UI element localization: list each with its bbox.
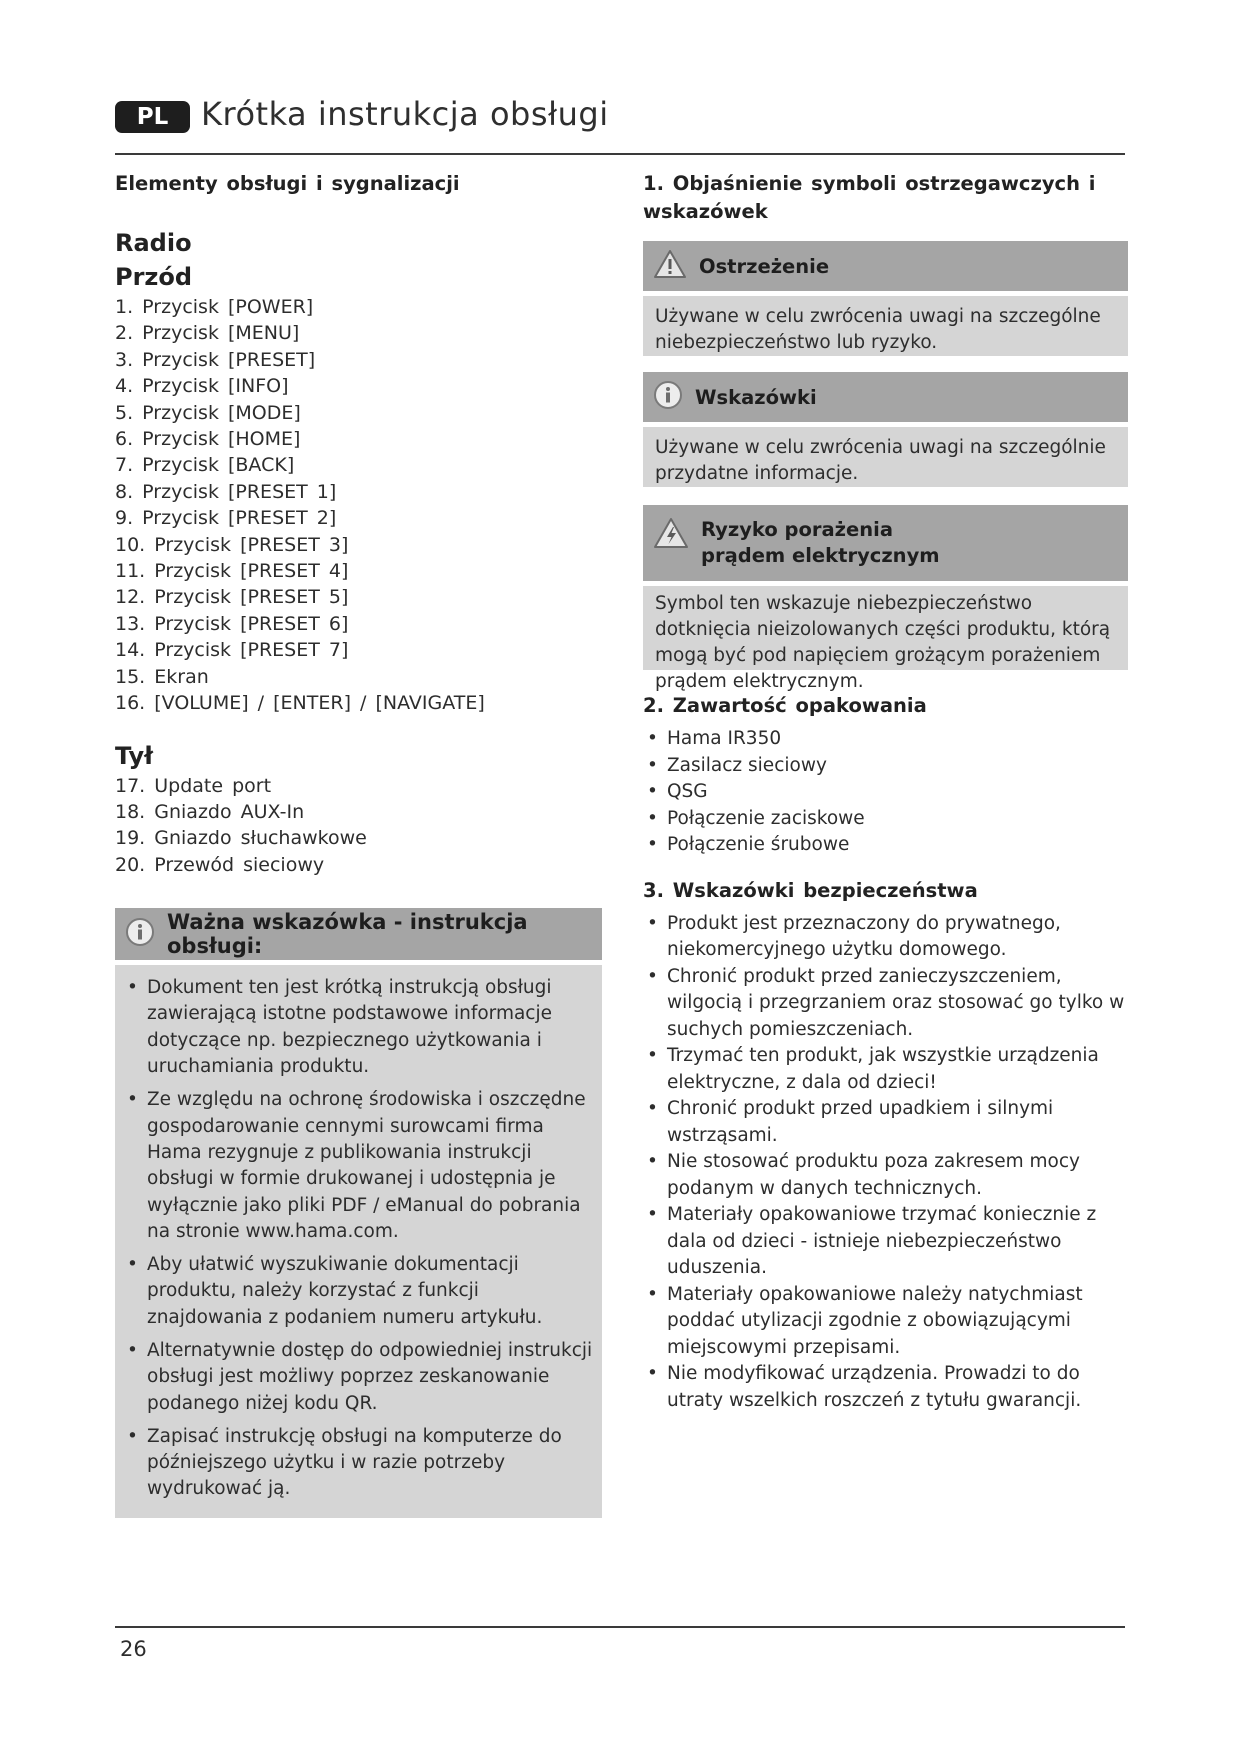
electric-shock-header [643, 505, 1128, 581]
list-item: 15. Ekran [115, 665, 209, 688]
list-item: 7. Przycisk [BACK] [115, 454, 295, 477]
important-note-title: Ważna wskazówka - instrukcja obsługi: [167, 910, 528, 959]
note-list [123, 975, 594, 1503]
list-item: 14. Przycisk [PRESET 7] [115, 639, 349, 662]
list-item: 6. Przycisk [HOME] [115, 428, 301, 451]
list-item: • Połączenie zaciskowe [643, 806, 1128, 833]
list-item: 12. Przycisk [PRESET 5] [115, 586, 349, 609]
warning-header [643, 241, 1128, 291]
list-item: 2. Przycisk [MENU] [115, 322, 300, 345]
info-icon [125, 917, 155, 952]
list-item: • Trzymać ten produkt, jak wszystkie urządzenia elektryczne, z dala od dzieci! [643, 1043, 1128, 1096]
list-item: 20. Przewód sieciowy [115, 853, 325, 876]
safety-heading: 3. Wskazówki bezpieczeństwa [643, 878, 978, 902]
info-icon [653, 380, 683, 415]
list-item: 18. Gniazdo AUX-In [115, 800, 305, 823]
left-column [115, 170, 615, 1518]
list-item: 9. Przycisk [PRESET 2] [115, 507, 337, 530]
list-item: 19. Gniazdo słuchawkowe [115, 827, 367, 850]
list-item: • Dokument ten jest krótką instrukcją obsługi zawierającą istotne podstawowe informacje dotyczące np. bezpiecznego użytkowania i uruchamiania produktu. [123, 975, 594, 1080]
list-item: • Produkt jest przeznaczony do prywatnego, niekomercyjnego użytku domowego. [643, 911, 1128, 964]
package-list [643, 726, 1128, 859]
right-column [643, 170, 1128, 1414]
list-item: • Zasilacz sieciowy [643, 753, 1128, 780]
list-item: 17. Update port [115, 774, 272, 797]
hints-title: Wskazówki [695, 385, 817, 409]
electric-shock-body: Symbol ten wskazuje niebezpieczeństwo dotknięcia nieizolowanych części produktu, którą mogą być pod napięciem grożącym porażeniem prądem elektrycznym. [643, 586, 1128, 670]
list-item: • Hama IR350 [643, 726, 1128, 753]
list-item: • Chronić produkt przed upadkiem i silnymi wstrząsami. [643, 1096, 1128, 1149]
electric-shock-title: Ryzyko porażenia prądem elektrycznym [701, 518, 940, 567]
hints-header [643, 372, 1128, 422]
important-note-header [115, 908, 602, 960]
list-item: • Chronić produkt przed zanieczyszczeniem, wilgocią i przegrzaniem oraz stosować go tylko w suchych pomieszczeniach. [643, 964, 1128, 1044]
front-heading: Przód [115, 263, 193, 291]
language-badge: PL [115, 101, 190, 133]
warning-triangle-icon [653, 249, 687, 284]
safety-list [643, 911, 1128, 1415]
list-item: 1. Przycisk [POWER] [115, 296, 314, 318]
list-item: • Nie modyfikować urządzenia. Prowadzi to do utraty wszelkich roszczeń z tytułu gwarancji. [643, 1361, 1128, 1414]
list-item: 16. [VOLUME] / [ENTER] / [NAVIGATE] [115, 692, 485, 715]
list-item: • Zapisać instrukcję obsługi na komputerze do późniejszego użytku i w razie potrzeby wydrukować ją. [123, 1424, 594, 1503]
warning-title: Ostrzeżenie [699, 254, 830, 278]
hints-body: Używane w celu zwrócenia uwagi na szczególnie przydatne informacje. [643, 427, 1128, 487]
list-item: • Aby ułatwić wyszukiwanie dokumentacji produktu, należy korzystać z funkcji znajdowania z podaniem numeru artykułu. [123, 1252, 594, 1331]
list-item: 4. Przycisk [INFO] [115, 375, 289, 398]
list-item: 8. Przycisk [PRESET 1] [115, 480, 337, 503]
back-heading: Tył [115, 741, 154, 770]
page-header [115, 95, 1125, 158]
back-controls-list [115, 773, 615, 879]
footer-divider [115, 1626, 1125, 1628]
warning-body: Używane w celu zwrócenia uwagi na szczególne niebezpieczeństwo lub ryzyko. [643, 296, 1128, 356]
list-item: • Materiały opakowaniowe trzymać koniecznie z dala od dzieci - istnieje niebezpieczeństwo uduszenia. [643, 1202, 1128, 1282]
list-item: 3. Przycisk [PRESET] [115, 348, 316, 371]
controls-heading: Elementy obsługi i sygnalizacji [115, 172, 460, 195]
front-controls-list [115, 294, 615, 717]
radio-heading: Radio [115, 229, 192, 257]
header-divider [115, 153, 1125, 155]
document-title: Krótka instrukcja obsługi [201, 95, 609, 133]
list-item: • QSG [643, 779, 1128, 806]
important-note-body [115, 965, 602, 1518]
list-item: • Alternatywnie dostęp do odpowiedniej instrukcji obsługi jest możliwy poprzez zeskanowanie podanego niżej kodu QR. [123, 1338, 594, 1417]
list-item: 11. Przycisk [PRESET 4] [115, 560, 349, 583]
list-item: 10. Przycisk [PRESET 3] [115, 533, 349, 556]
list-item: • Materiały opakowaniowe należy natychmiast poddać utylizacji zgodnie z obowiązującymi miejscowymi przepisami. [643, 1282, 1128, 1362]
list-item: 13. Przycisk [PRESET 6] [115, 612, 349, 635]
symbols-heading: 1. Objaśnienie symboli ostrzegawczych i wskazówek [643, 172, 1096, 223]
list-item: • Nie stosować produktu poza zakresem mocy podanym w danych technicznych. [643, 1149, 1128, 1202]
list-item: • Połączenie śrubowe [643, 832, 1128, 859]
list-item: • Ze względu na ochronę środowiska i oszczędne gospodarowanie cennymi surowcami firma Hama rezygnuje z publikowania instrukcji obsługi w formie drukowanej i udostępnia je wyłącznie jako pliki PDF / eManual do pobrania na stronie www.hama.com. [123, 1087, 594, 1245]
package-heading: 2. Zawartość opakowania [643, 694, 927, 717]
page-number: 26 [120, 1637, 147, 1661]
list-item: 5. Przycisk [MODE] [115, 401, 301, 424]
electric-shock-icon [653, 517, 689, 554]
